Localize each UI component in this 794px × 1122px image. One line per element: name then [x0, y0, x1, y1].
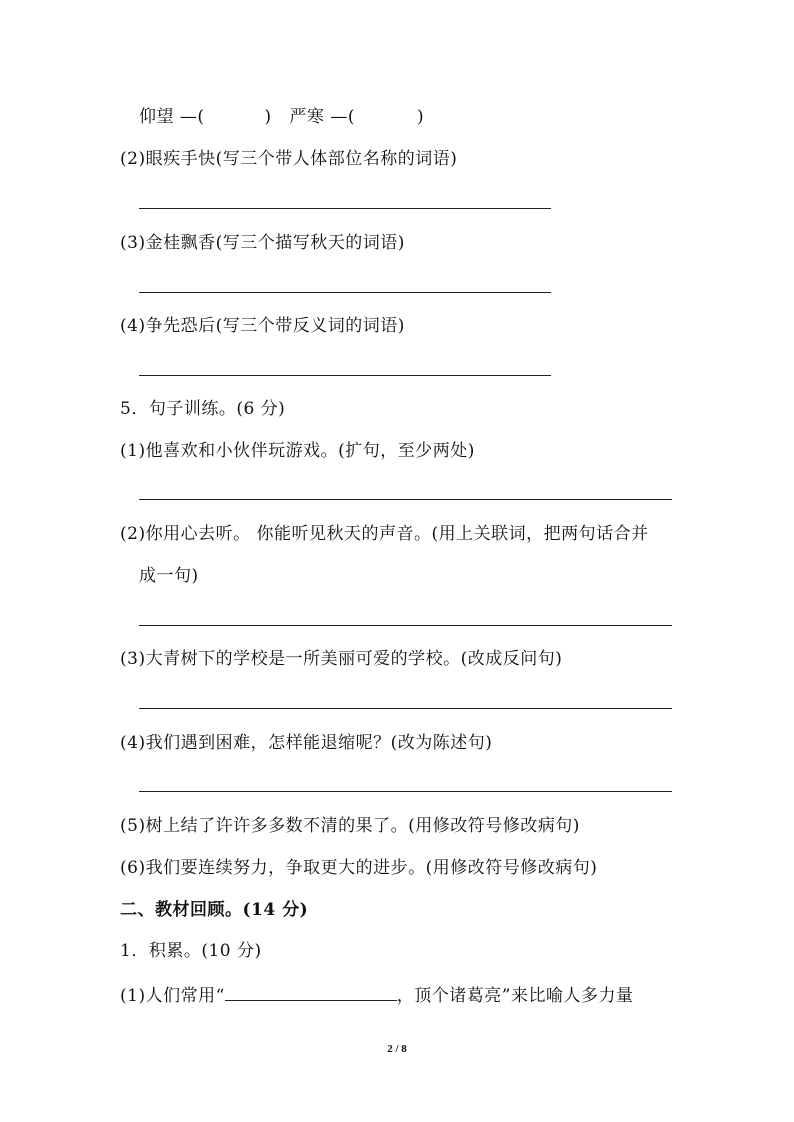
- page-number: 2 / 8: [387, 1043, 407, 1055]
- antonym-line: [139, 106, 424, 128]
- antonym-close-1: ): [264, 107, 272, 127]
- answer-line[interactable]: [139, 208, 551, 209]
- answer-line[interactable]: [139, 625, 672, 626]
- q5-item-2-line-2: 成一句): [139, 566, 199, 586]
- answer-line[interactable]: [139, 791, 672, 792]
- answer-line[interactable]: [139, 292, 551, 293]
- q5-item-2-line-1: (2)你用心去听。 你能听见秋天的声音。(用上关联词，把两句话合并: [120, 524, 649, 544]
- q5-item-6: (6)我们要连续努力，争取更大的进步。(用修改符号修改病句): [120, 858, 598, 878]
- q4-item-3: (3)金桂飘香(写三个描写秋天的词语): [120, 233, 405, 253]
- q5-item-5: (5)树上结了许许多多数不清的果了。(用修改符号修改病句): [120, 816, 580, 836]
- q5-item-3: (3)大青树下的学校是一所美丽可爱的学校。(改成反问句): [120, 649, 563, 669]
- antonym-word-2: 严寒: [289, 107, 325, 127]
- q5-item-4: (4)我们遇到困难，怎样能退缩呢？(改为陈述句): [120, 733, 493, 753]
- antonym-dash-2: —(: [330, 107, 355, 127]
- section-2-sub-1: 1．积累。(10 分): [120, 941, 262, 961]
- section-2-heading: 二、教材回顾。(14 分): [120, 900, 309, 920]
- answer-line[interactable]: [139, 708, 672, 709]
- q5-item-1: (1)他喜欢和小伙伴玩游戏。(扩句，至少两处): [120, 441, 475, 461]
- answer-line[interactable]: [139, 499, 672, 500]
- q4-item-2: (2)眼疾手快(写三个带人体部位名称的词语): [120, 149, 458, 169]
- item-1-suffix: ，顶个诸葛亮”来比喻人多力量: [396, 986, 634, 1006]
- fill-in-blank[interactable]: [225, 982, 397, 1001]
- answer-line[interactable]: [139, 375, 551, 376]
- antonym-dash-1: —(: [179, 107, 205, 127]
- item-1-prefix: (1)人们常用“: [120, 986, 225, 1006]
- q4-item-4: (4)争先恐后(写三个带反义词的词语): [120, 316, 405, 336]
- q5-heading: 5．句子训练。(6 分): [120, 399, 286, 419]
- antonym-close-2: ): [416, 107, 425, 127]
- antonym-word-1: 仰望: [139, 107, 174, 127]
- section-2-item-1: [120, 982, 633, 1007]
